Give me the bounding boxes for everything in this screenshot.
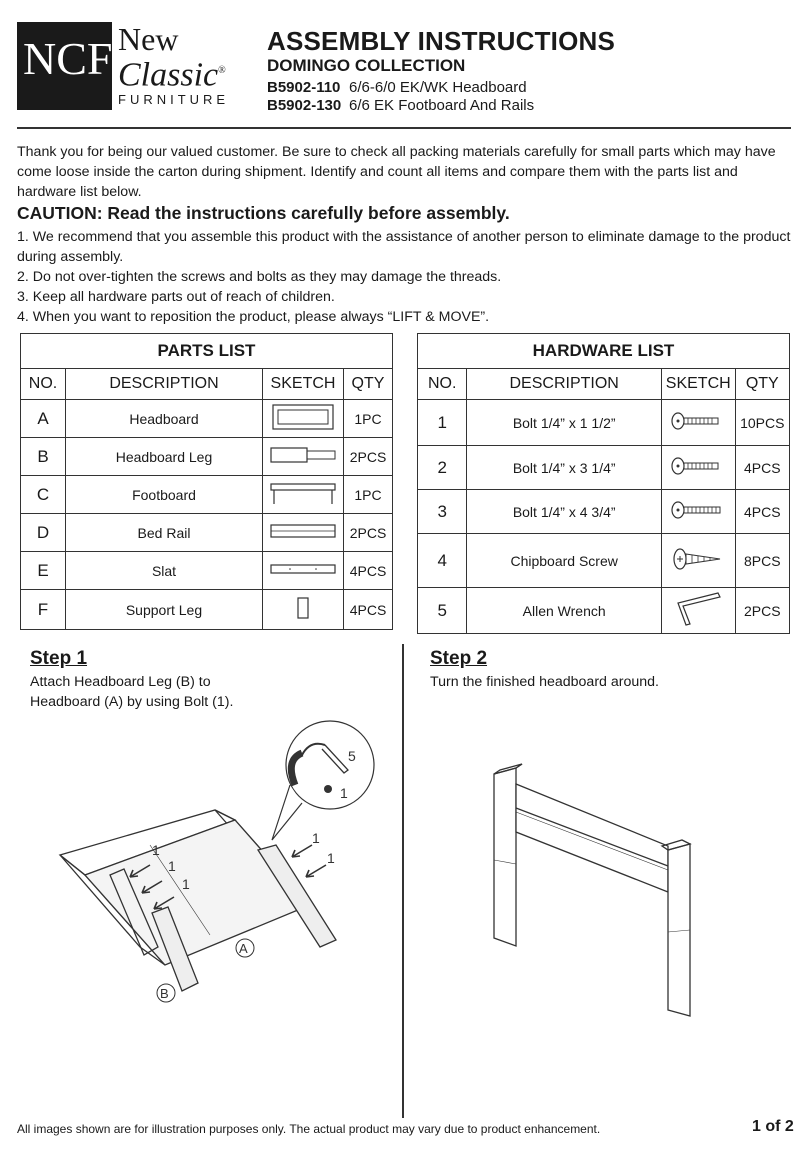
brand-logo (17, 22, 112, 110)
table-row (21, 514, 393, 552)
part-desc: Support Leg (66, 590, 263, 630)
headboard-leg-sketch (263, 438, 344, 476)
part-qty: 2PCS (344, 514, 393, 552)
part-no: B (21, 438, 66, 476)
support-leg-sketch (263, 590, 344, 630)
part-no: A (21, 400, 66, 438)
part-desc: Footboard (66, 476, 263, 514)
model-line (267, 79, 527, 96)
collection-name: DOMINGO COLLECTION (267, 56, 466, 75)
step2-text: Turn the finished headboard around. (430, 674, 660, 690)
parts-list-title: PARTS LIST (21, 334, 393, 369)
caution-item: 2. Do not over-tighten the screws and bolts as they may damage the threads. (17, 269, 502, 285)
callout-bolt: 1 (168, 858, 176, 874)
hardware-qty: 10PCS (735, 400, 789, 446)
callout-bolt: 1 (152, 842, 160, 858)
model-desc: 6/6 EK Footboard And Rails (349, 97, 535, 114)
hardware-qty: 4PCS (735, 490, 789, 534)
part-qty: 1PC (344, 400, 393, 438)
part-desc: Slat (66, 552, 263, 590)
intro-paragraph: Thank you for being our valued customer. Be sure to check all packing materials carefully for small parts which may have come loose inside the carton during shipment. Identify and count all items and compare them with the parts list and hardware list below. (17, 144, 776, 200)
step1-text-line: Attach Headboard Leg (B) to (30, 674, 211, 690)
part-no: F (21, 590, 66, 630)
step2-heading: Step 2 (430, 648, 488, 669)
part-qty: 2PCS (344, 438, 393, 476)
part-qty: 4PCS (344, 552, 393, 590)
hardware-desc: Bolt 1/4” x 4 3/4” (467, 490, 662, 534)
column-header: QTY (344, 369, 393, 400)
table-row (418, 588, 790, 634)
hardware-no: 4 (418, 534, 467, 588)
callout-part-b: B (160, 986, 169, 1001)
step1-illustration (40, 715, 390, 1015)
hardware-qty: 2PCS (735, 588, 789, 634)
table-row (418, 446, 790, 490)
hardware-no: 1 (418, 400, 467, 446)
table-row (418, 400, 790, 446)
bolt-long-icon (661, 490, 735, 534)
column-header: NO. (418, 369, 467, 400)
part-qty: 1PC (344, 476, 393, 514)
brand-name-classic (118, 54, 226, 92)
part-desc: Headboard Leg (66, 438, 263, 476)
column-header: NO. (21, 369, 66, 400)
part-desc: Bed Rail (66, 514, 263, 552)
hardware-qty: 8PCS (735, 534, 789, 588)
hardware-desc: Bolt 1/4” x 1 1/2” (467, 400, 662, 446)
hardware-list-title: HARDWARE LIST (418, 334, 790, 369)
hardware-desc: Chipboard Screw (467, 534, 662, 588)
part-no: E (21, 552, 66, 590)
logo-letters: NCF (23, 33, 112, 84)
caution-item: 1. We recommend that you assemble this product with the assistance of another person to eliminate damage to the product during assembly. (17, 229, 791, 265)
table-row (21, 438, 393, 476)
model-line (267, 97, 534, 114)
column-header: SKETCH (263, 369, 344, 400)
hardware-no: 3 (418, 490, 467, 534)
part-no: C (21, 476, 66, 514)
callout-bolt: 1 (327, 850, 335, 866)
part-qty: 4PCS (344, 590, 393, 630)
brand-classic-word: Classic (118, 56, 219, 94)
bolt-short-icon (661, 400, 735, 446)
bolt-medium-icon (661, 446, 735, 490)
caution-list (17, 227, 795, 327)
headboard-sketch (263, 400, 344, 438)
step1-heading: Step 1 (30, 648, 88, 669)
callout-bolt: 1 (340, 785, 348, 801)
hardware-no: 2 (418, 446, 467, 490)
allen-wrench-icon (661, 588, 735, 634)
part-desc: Headboard (66, 400, 263, 438)
callout-wrench: 5 (348, 748, 356, 764)
column-header: DESCRIPTION (66, 369, 263, 400)
page-title: ASSEMBLY INSTRUCTIONS (267, 26, 616, 56)
footboard-sketch (263, 476, 344, 514)
caution-item: 4. When you want to reposition the product, please always “LIFT & MOVE”. (17, 309, 490, 325)
page-number: 1 of 2 (752, 1118, 794, 1135)
column-header: SKETCH (661, 369, 735, 400)
registered-mark: ® (218, 65, 226, 76)
steps-divider (402, 644, 404, 1118)
table-row (21, 476, 393, 514)
screw-icon (661, 534, 735, 588)
caution-item: 3. Keep all hardware parts out of reach of children. (17, 289, 335, 305)
table-row (418, 534, 790, 588)
caution-heading: CAUTION: Read the instructions carefully before assembly. (17, 203, 510, 223)
hardware-list-table (417, 333, 790, 634)
hardware-qty: 4PCS (735, 446, 789, 490)
column-header: DESCRIPTION (467, 369, 662, 400)
callout-bolt: 1 (182, 876, 190, 892)
model-desc: 6/6-6/0 EK/WK Headboard (349, 79, 527, 96)
brand-name-furniture: FURNITURE (118, 92, 230, 107)
callout-bolt: 1 (312, 830, 320, 846)
header-divider (17, 127, 791, 129)
footer-disclaimer: All images shown are for illustration purposes only. The actual product may vary due to product enhancement. (17, 1122, 601, 1136)
hardware-no: 5 (418, 588, 467, 634)
step1-text-line: Headboard (A) by using Bolt (1). (30, 694, 234, 710)
bed-rail-sketch (263, 514, 344, 552)
table-row (21, 552, 393, 590)
table-row (21, 590, 393, 630)
parts-list-table (20, 333, 393, 630)
logo-monogram-icon (17, 22, 112, 110)
hardware-desc: Allen Wrench (467, 588, 662, 634)
callout-part-a: A (239, 941, 248, 956)
part-no: D (21, 514, 66, 552)
step2-illustration (470, 760, 710, 1020)
column-header: QTY (735, 369, 789, 400)
brand-name-new: New (118, 21, 179, 57)
step1-text (30, 672, 233, 712)
model-code: B5902-130 (267, 97, 342, 114)
table-row (21, 400, 393, 438)
hardware-desc: Bolt 1/4” x 3 1/4” (467, 446, 662, 490)
model-code: B5902-110 (267, 79, 341, 96)
slat-sketch (263, 552, 344, 590)
table-row (418, 490, 790, 534)
